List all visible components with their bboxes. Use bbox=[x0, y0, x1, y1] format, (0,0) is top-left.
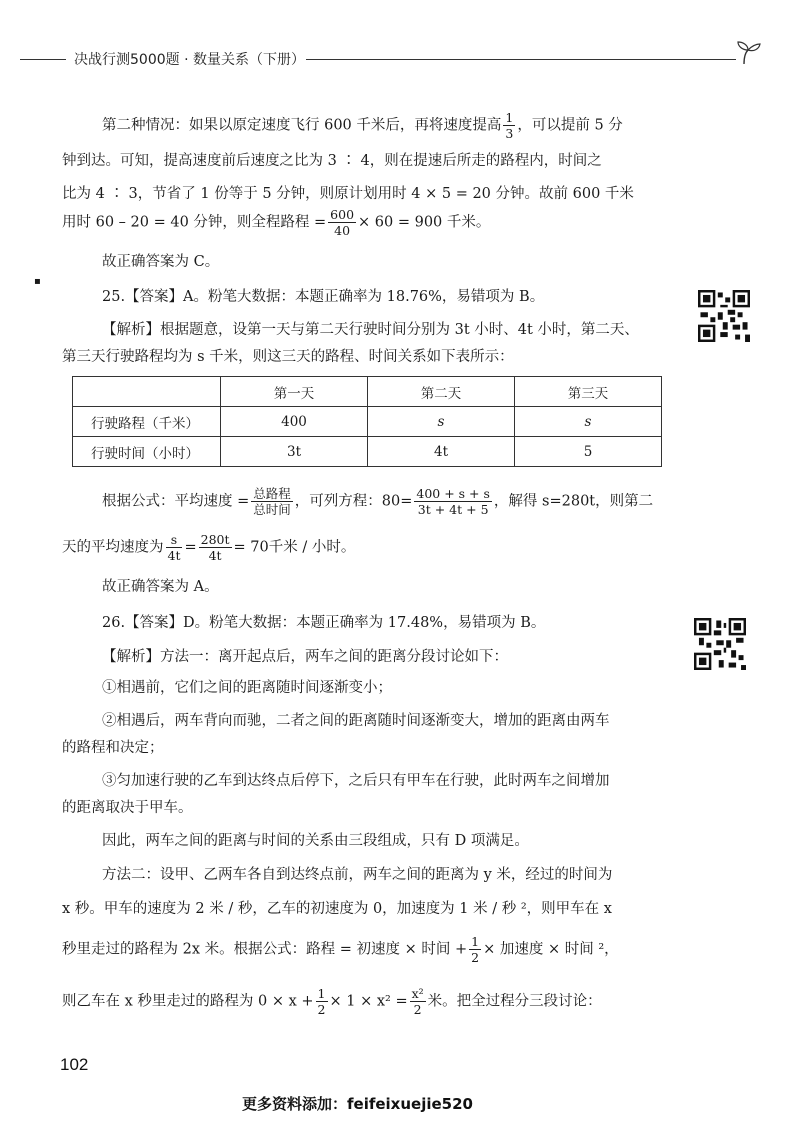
q26-answer: 26.【答案】D。粉笔大数据：本题正确率为 17.48%，易错项为 B。 bbox=[102, 615, 546, 631]
table-row bbox=[73, 407, 662, 437]
table-header-row bbox=[73, 377, 662, 407]
fraction: $\frac{s}{4t}$ bbox=[167, 532, 181, 563]
table-header-cell bbox=[73, 377, 221, 407]
fraction: $\frac{\text{总路程}}{\text{总时间}}$ bbox=[253, 486, 291, 517]
table-header-cell: 第三天 bbox=[515, 377, 662, 407]
q26-conclusion: 因此，两车之间的距离与时间的关系由三段组成，只有 D 项满足。 bbox=[102, 833, 529, 849]
fraction: $\frac{1}{3}$ bbox=[505, 110, 514, 141]
table-cell: 4t bbox=[368, 437, 515, 467]
header-rule-right bbox=[306, 59, 736, 60]
q25-analysis-cont: 第三天行驶路程均为 s 千米，则这三天的路程、时间关系如下表所示： bbox=[62, 349, 514, 365]
q26-case-3: ③匀加速行驶的乙车到达终点后停下，之后只有甲车在行驶，此时两车之间增加 bbox=[102, 773, 610, 789]
header-rule-left bbox=[20, 59, 66, 60]
qr-code-icon[interactable] bbox=[694, 618, 746, 670]
table-cell: s bbox=[368, 407, 515, 437]
formula-line: 根据公式：平均速度 = $\frac{\text{总路程}}{\text{总时间}}$ ，可列方程：80= $\frac{400 + s + s}{3t + 4t + 5}$ ，解得 s=280t，则第二 bbox=[102, 486, 654, 517]
text-line: 用时 60 – 20 = 40 分钟，则全程路程 = $\frac{600}{40}$ × 60 = 900 千米。 bbox=[62, 207, 491, 238]
page-number: 102 bbox=[60, 1055, 89, 1074]
q26-method-2-formula: 秒里走过的路程为 2x 米。根据公式：路程 = 初速度 × 时间 + $\frac{1}{2}$ × 加速度 × 时间 ²， bbox=[62, 934, 619, 965]
q26-method-2: 方法二：设甲、乙两车各自到达终点前，两车之间的距离为 y 米，经过的时间为 bbox=[102, 867, 613, 883]
formula-line: 天的平均速度为 $\frac{s}{4t}$ = $\frac{280t}{4t}$ = 70千米 / 小时。 bbox=[62, 532, 356, 563]
table-row bbox=[73, 437, 662, 467]
table-row-label: 行驶路程（千米） bbox=[73, 407, 221, 437]
q26-case-1: ①相遇前，它们之间的距离随时间逐渐变小； bbox=[102, 680, 392, 696]
table-cell: s bbox=[515, 407, 662, 437]
qr-code-icon[interactable] bbox=[698, 290, 750, 342]
q25-conclusion: 故正确答案为 A。 bbox=[102, 579, 219, 595]
text-line: 钟到达。可知，提高速度前后速度之比为 3 ∶ 4，则在提速后所走的路程内，时间之 bbox=[62, 153, 602, 169]
fraction: $\frac{400 + s + s}{3t + 4t + 5}$ bbox=[416, 486, 490, 517]
table-header-cell: 第一天 bbox=[221, 377, 368, 407]
answer-conclusion: 故正确答案为 C。 bbox=[102, 254, 220, 270]
text-line: 比为 4 ∶ 3，节省了 1 份等于 5 分钟，则原计划用时 4 × 5 = 20 分钟。故前 600 千米 bbox=[62, 186, 634, 202]
header-title: 决战行测5000题 · 数量关系（下册） bbox=[74, 52, 305, 68]
table-row-label: 行驶时间（小时） bbox=[73, 437, 221, 467]
table-cell: 3t bbox=[221, 437, 368, 467]
table-cell: 400 bbox=[221, 407, 368, 437]
fraction: $\frac{\text{x²}}{2}$ bbox=[411, 986, 424, 1017]
q26-case-2: ②相遇后，两车背向而驰，二者之间的距离随时间逐渐变大，增加的距离由两车 bbox=[102, 713, 610, 729]
table-cell: 5 bbox=[515, 437, 662, 467]
table-header-cell: 第二天 bbox=[368, 377, 515, 407]
fraction: $\frac{1}{2}$ bbox=[471, 934, 480, 965]
fraction: $\frac{1}{2}$ bbox=[317, 986, 326, 1017]
q26-analysis: 【解析】方法一：离开起点后，两车之间的距离分段讨论如下： bbox=[102, 649, 508, 665]
sprout-icon bbox=[734, 38, 762, 66]
q26-method-2-cont: x 秒。甲车的速度为 2 米 / 秒，乙车的初速度为 0，加速度为 1 米 / 秒 ²，则甲车在 x bbox=[62, 901, 612, 917]
text-line: 第二种情况：如果以原定速度飞行 600 千米后，再将速度提高 $\frac{1}{3}$ ，可以提前 5 分 bbox=[102, 110, 623, 141]
stray-mark: ▪ bbox=[34, 276, 41, 287]
fraction: $\frac{600}{40}$ bbox=[330, 207, 355, 238]
footer-note: 更多资料添加：feifeixuejie520 bbox=[242, 1095, 473, 1113]
q26-case-2-cont: 的路程和决定； bbox=[62, 740, 164, 756]
data-table bbox=[72, 376, 662, 467]
q26-case-3-cont: 的距离取决于甲车。 bbox=[62, 800, 193, 816]
fraction: $\frac{280t}{4t}$ bbox=[200, 532, 230, 563]
q25-analysis: 【解析】根据题意，设第一天与第二天行驶时间分别为 3t 小时、4t 小时，第二天、 bbox=[102, 322, 639, 338]
q25-answer: 25.【答案】A。粉笔大数据：本题正确率为 18.76%，易错项为 B。 bbox=[102, 289, 545, 305]
q26-method-2-formula: 则乙车在 x 秒里走过的路程为 0 × x + $\frac{1}{2}$ × 1 × x² = $\frac{\text{x²}}{2}$ 米。把全过程分三段讨论： bbox=[62, 986, 602, 1017]
